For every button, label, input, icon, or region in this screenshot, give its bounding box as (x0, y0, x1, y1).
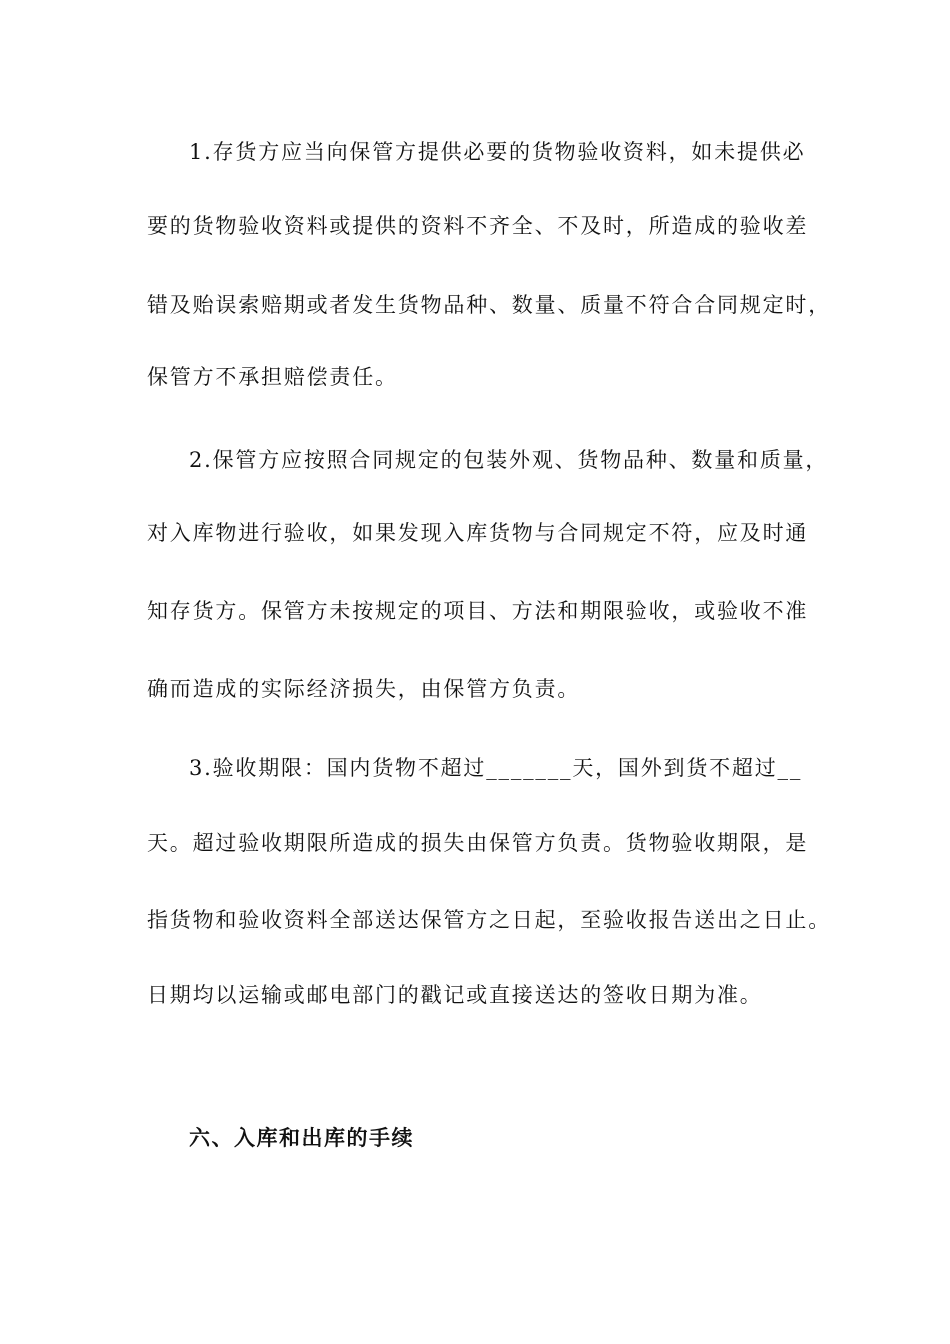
paragraph-1-line-1: 1.存货方应当向保管方提供必要的货物验收资料，如未提供必 (189, 140, 806, 164)
paragraph-2-line-3: 知存货方。保管方未按规定的项目、方法和期限验收，或验收不准 (147, 599, 809, 623)
paragraph-2-line-2: 对入库物进行验收，如果发现入库货物与合同规定不符，应及时通 (147, 521, 809, 545)
paragraph-1-line-2: 要的货物验收资料或提供的资料不齐全、不及时，所造成的验收差 (147, 214, 809, 238)
paragraph-3-line-2: 天。超过验收期限所造成的损失由保管方负责。货物验收期限，是 (147, 831, 809, 855)
paragraph-3-line-3: 指货物和验收资料全部送达保管方之日起，至验收报告送出之日止。 (147, 908, 831, 932)
paragraph-2-line-1: 2.保管方应按照合同规定的包装外观、货物品种、数量和质量， (189, 448, 829, 472)
paragraph-3-line-4: 日期均以运输或邮电部门的戳记或直接送达的签收日期为准。 (147, 983, 763, 1007)
paragraph-3-line-1: 3.验收期限：国内货物不超过_______天，国外到货不超过__ (189, 756, 803, 780)
paragraph-2-line-4: 确而造成的实际经济损失，由保管方负责。 (147, 677, 581, 701)
paragraph-1-line-4: 保管方不承担赔偿责任。 (147, 365, 398, 389)
paragraph-1-line-3: 错及贻误索赔期或者发生货物品种、数量、质量不符合合同规定时， (147, 293, 831, 317)
section-heading: 六、入库和出库的手续 (189, 1125, 414, 1150)
